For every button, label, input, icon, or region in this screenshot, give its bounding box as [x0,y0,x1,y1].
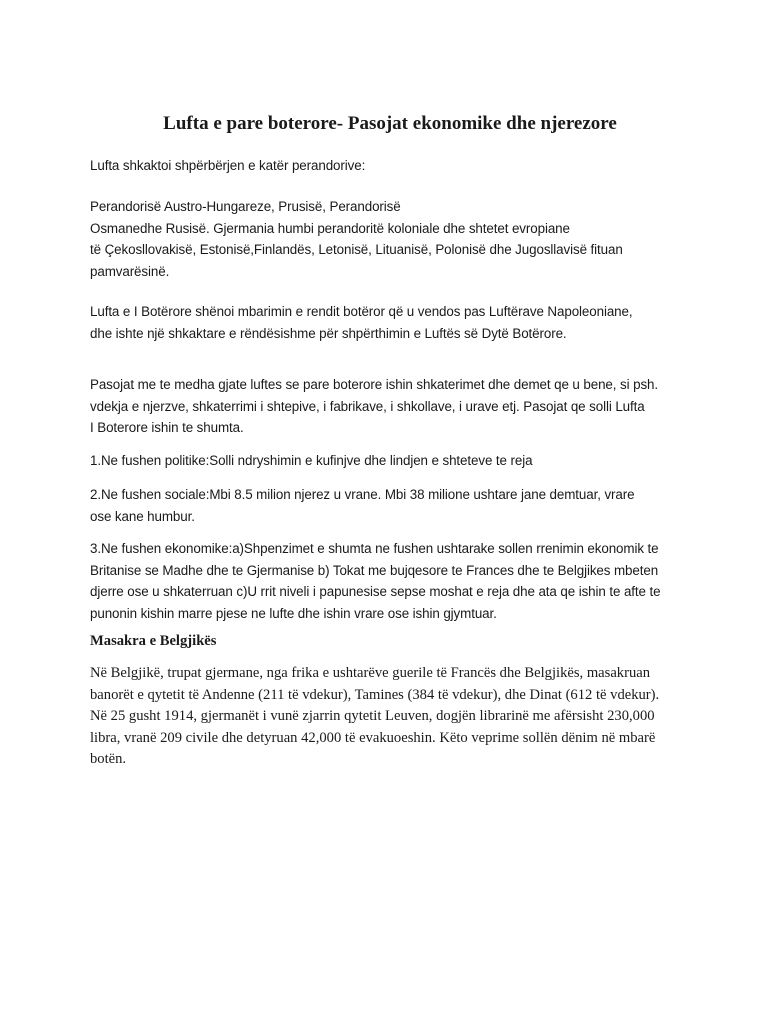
belgium-paragraph [90,663,690,771]
text-line: të Çekosllovakisë, Estonisë,Finlandës, Letonisë, Lituanisë, Polonisë dhe Jugosllavisë fituan [90,242,623,257]
text-line: Në 25 gusht 1914, gjermanët i vunë zjarrin qytetit Leuven, dogjën librarinë me afërsisht 230,000 [90,708,655,724]
belgium-heading: Masakra e Belgjikës [90,633,217,649]
text-line: Britanise se Madhe dhe te Gjermanise b) Tokat me bujqesore te Frances dhe te Belgjikes mbeten [90,562,659,578]
economic-point [90,538,690,624]
text-line: Perandorisë Austro-Hungareze, Prusisë, Perandorisë [90,199,401,214]
intro-paragraph [90,155,690,177]
text-line: banorët e qytetit të Andenne (211 të vdekur), Tamines (384 të vdekur), dhe Dinat (612 të vdekur). [90,686,660,703]
page-title: Lufta e pare boterore- Pasojat ekonomike dhe njerezore [163,113,617,134]
text-line: dhe ishte një shkaktare e rëndësishme për shpërthimin e Luftës së Dytë Botërore. [90,325,567,341]
world-order-paragraph [90,301,690,344]
text-line: 2.Ne fushen sociale:Mbi 8.5 milion njerez u vrane. Mbi 38 milione ushtare jane demtuar, vrare [90,487,635,502]
text-line: 1.Ne fushen politike:Solli ndryshimin e kufinjve dhe lindjen e shteteve te reja [90,453,533,468]
text-line: Pasojat me te medha gjate luftes se pare boterore ishin shkaterimet dhe demet qe u bene, si psh. [90,377,659,392]
text-line: Në Belgjikë, trupat gjermane, nga frika e ushtarëve guerile të Francës dhe Belgjikës, masakruan [90,665,651,681]
text-line: 3.Ne fushen ekonomike:a)Shpenzimet e shumta ne fushen ushtarake sollen rrenimin ekonomik te [90,541,659,556]
consequences-paragraph [90,374,690,439]
text-line: vdekja e njerzve, shkaterrimi i shtepive, i fabrikave, i shkollave, i urave etj. Pasojat qe solli Lufta [90,398,645,414]
political-point [90,450,690,472]
text-line: djerre ose u shkaterruan c)U rrit niveli i papunesise sepse moshat e reja dhe ata qe ishin te afte te [90,584,661,599]
social-point [90,484,690,527]
text-line: libra, vranë 209 civile dhe detyruan 42,000 të evakuoeshin. Këto veprime sollën dënim në mbarë [90,729,656,746]
text-line: botën. [90,751,127,767]
text-line: ose kane humbur. [90,508,195,524]
empires-paragraph [90,196,690,282]
text-line: Lufta shkaktoi shpërbërjen e katër perandorive: [90,158,366,173]
text-line: Osmanedhe Rusisë. Gjermania humbi perandoritë koloniale dhe shtetet evropiane [90,220,570,236]
text-line: punonin kishin marre pjese ne lufte dhe ishin vrare ose ishin gjymtuar. [90,605,497,621]
text-line: I Boterore ishin te shumta. [90,420,244,435]
text-line: Lufta e I Botërore shënoi mbarimin e rendit botëror që u vendos pas Luftërave Napoleoniane, [90,304,633,319]
text-line: pamvarësinë. [90,263,170,279]
